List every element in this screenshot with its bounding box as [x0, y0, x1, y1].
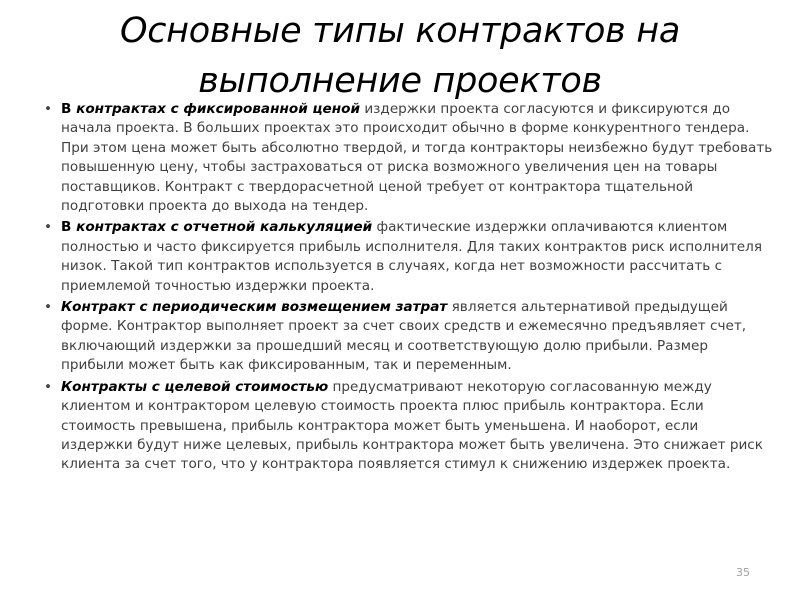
- bullet-text: издержки проекта согласуются и фиксируются до начала проекта. В больших проектах это происходит обычно в форме конкурентного тендера. При этом цена может быть абсолютно твердой, и тогда контракторы неизбежно будут требовать повышенную цену, чтобы застраховаться от риска возможного увеличения цен на товары поставщиков. Контракт с твердорасчетной ценой требует от контрактора тщательной подготовки проекта до выхода на тендер.: [61, 101, 773, 215]
- bullet-term: контрактах с фиксированной ценой: [76, 101, 361, 117]
- bullet-item-cost-reimbursable: [44, 218, 774, 296]
- bullet-lead: В: [61, 101, 77, 117]
- bullet-text: является альтернативой предыдущей форме. Контрактор выполняет проект за счет своих средств и ежемесячно предъявляет счет, включающий издержки за прошедший месяц и соответствующую долю прибыли. Размер прибыли может быть как фиксированным, так и переменным.: [61, 299, 747, 374]
- slide-title-line-1: Основные типы контрактов на: [119, 11, 681, 51]
- page-number: 35: [736, 566, 750, 579]
- bullet-icon: •: [44, 101, 53, 117]
- bullet-item-fixed-price: [44, 100, 774, 216]
- bullet-list: [44, 100, 774, 477]
- slide-title-line-2: выполнение проектов: [198, 61, 602, 101]
- bullet-text: фактические издержки оплачиваются клиентом полностью и часто фиксируется прибыль исполнителя. Для таких контрактов риск исполнителя низок. Такой тип контрактов используется в случаях, когда нет возможности рассчитать с приемлемой точностью издержки проекта.: [61, 219, 763, 294]
- bullet-lead: В: [61, 219, 77, 236]
- bullet-term: контрактах с отчетной калькуляцией: [76, 219, 373, 236]
- bullet-icon: •: [44, 299, 53, 316]
- bullet-item-periodic-reimbursement: [44, 298, 774, 376]
- bullet-term: Контракты с целевой стоимостью: [61, 378, 329, 395]
- bullet-text: предусматривают некоторую согласованную между клиентом и контрактором целевую стоимость проекта плюс прибыль контрактора. Если стоимость превышена, прибыль контрактора может быть уменьшена. И наоборот, если издержки будут ниже целевых, прибыль контрактора может быть увеличена. Это снижает риск клиента за счет того, что у контрактора появляется стимул к снижению издержек проекта.: [61, 378, 763, 473]
- bullet-icon: •: [44, 378, 53, 395]
- bullet-term: Контракт с периодическим возмещением затрат: [61, 299, 448, 316]
- bullet-item-target-cost: [44, 378, 774, 475]
- bullet-icon: •: [44, 219, 53, 236]
- slide-title: [40, 6, 760, 106]
